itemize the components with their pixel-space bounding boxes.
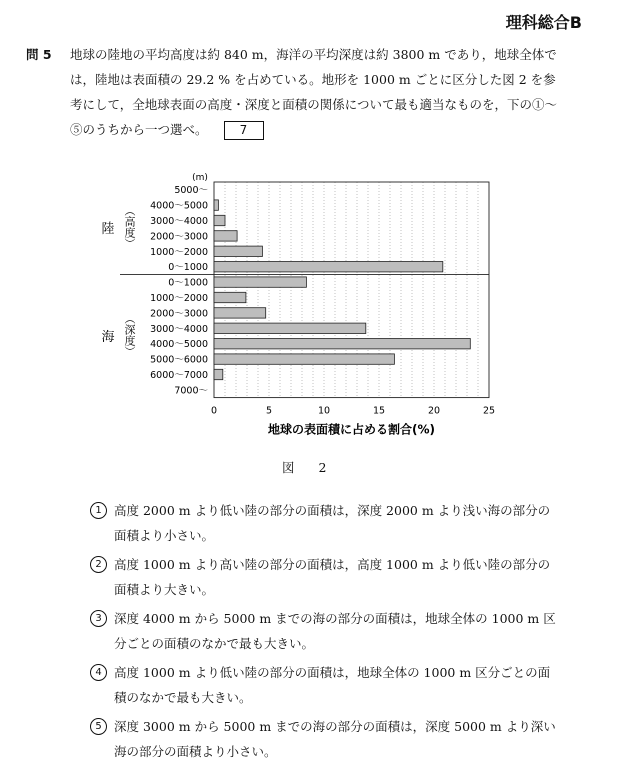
category-label: 4000～5000 [150,339,208,351]
bar [214,292,246,302]
bar [214,339,470,349]
group-sub-label: 深 [124,323,136,337]
category-label: 0～1000 [168,277,208,289]
option-number: 2 [90,556,107,573]
option-text: 高度 1000 m より高い陸の部分の面積は，高度 1000 m より低い陸の部分の面積より大きい。 [114,557,551,597]
answer-box: 7 [224,121,264,140]
option-5 [90,714,560,764]
question-text: 地球の陸地の平均高度は約 840 m，海洋の平均深度は約 3800 m であり，地球全体では，陸地は表面積の 29.2 % を占めている。地形を 1000 m ごとに区分した図 2 を参考にして，全地球表面の高度・深度と面積の関係について最も適当なものを，下の①～⑤のうちから一つ選べ。 [70,47,558,137]
option-text: 高度 1000 m より低い陸の部分の面積は，地球全体の 1000 m 区分ごとの面積のなかで最も大きい。 [114,665,551,705]
option-text: 深度 4000 m から 5000 m までの海の部分の面積は，地球全体の 1000 m 区分ごとの面積のなかで最も大きい。 [114,611,556,651]
bar [214,323,366,333]
group-sub-label: ︶ [124,237,136,251]
category-label: 5000～6000 [150,354,208,366]
bar [214,308,266,318]
option-text: 深度 3000 m から 5000 m までの海の部分の面積は，深度 5000 m より深い海の部分の面積より小さい。 [114,719,556,759]
category-label: 0～1000 [168,262,208,274]
option-number: 1 [90,502,107,519]
category-label: 3000～4000 [150,216,208,227]
bar [214,354,394,364]
option-number: 5 [90,718,107,735]
question-label: 問 5 [26,47,52,62]
group-sub-label: ︵ [124,312,136,326]
category-label: 4000～5000 [150,200,208,212]
option-1 [90,498,560,548]
x-tick-label: 0 [210,405,218,417]
group-sub-label: 度 [124,334,136,348]
group-label: 陸 [101,222,115,238]
bar [214,277,306,287]
bar [214,262,443,272]
answer-options [90,498,560,768]
category-label: 1000～2000 [150,246,208,258]
category-label: 2000～3000 [150,308,208,320]
group-label: 海 [101,330,115,345]
x-tick-label: 10 [317,405,331,417]
option-4 [90,660,560,710]
option-2 [90,552,560,602]
bar-chart [0,168,620,448]
category-label: 7000～ [174,385,208,397]
plot-area [214,182,489,398]
x-tick-label: 25 [482,405,496,417]
bar [214,246,262,256]
x-tick-label: 5 [265,405,273,417]
group-sub-label: ︵ [124,204,136,218]
y-unit-label: (m) [192,173,208,183]
bar [214,215,225,225]
category-label: 3000～4000 [150,323,208,335]
x-tick-label: 20 [427,405,441,417]
category-label: 5000～ [174,185,208,197]
bar [214,231,237,241]
group-sub-label: 高 [124,215,136,229]
option-text: 高度 2000 m より低い陸の部分の面積は，深度 2000 m より浅い海の部分の面積より小さい。 [114,503,551,543]
category-label: 2000～3000 [150,231,208,243]
x-axis-label: 地球の表面積に占める割合(%) [268,422,435,437]
group-sub-label: 度 [124,226,136,240]
group-sub-label: ︶ [124,345,136,359]
bar [214,369,223,379]
option-number: 3 [90,610,107,627]
page-header-title: 理科総合B [505,13,582,32]
question-block [26,42,560,142]
bar [214,200,218,210]
category-label: 6000～7000 [150,370,208,381]
x-tick-label: 15 [372,405,386,417]
option-number: 4 [90,664,107,681]
figure-caption: 図 2 [282,460,337,475]
option-3 [90,606,560,656]
category-label: 1000～2000 [150,293,208,304]
